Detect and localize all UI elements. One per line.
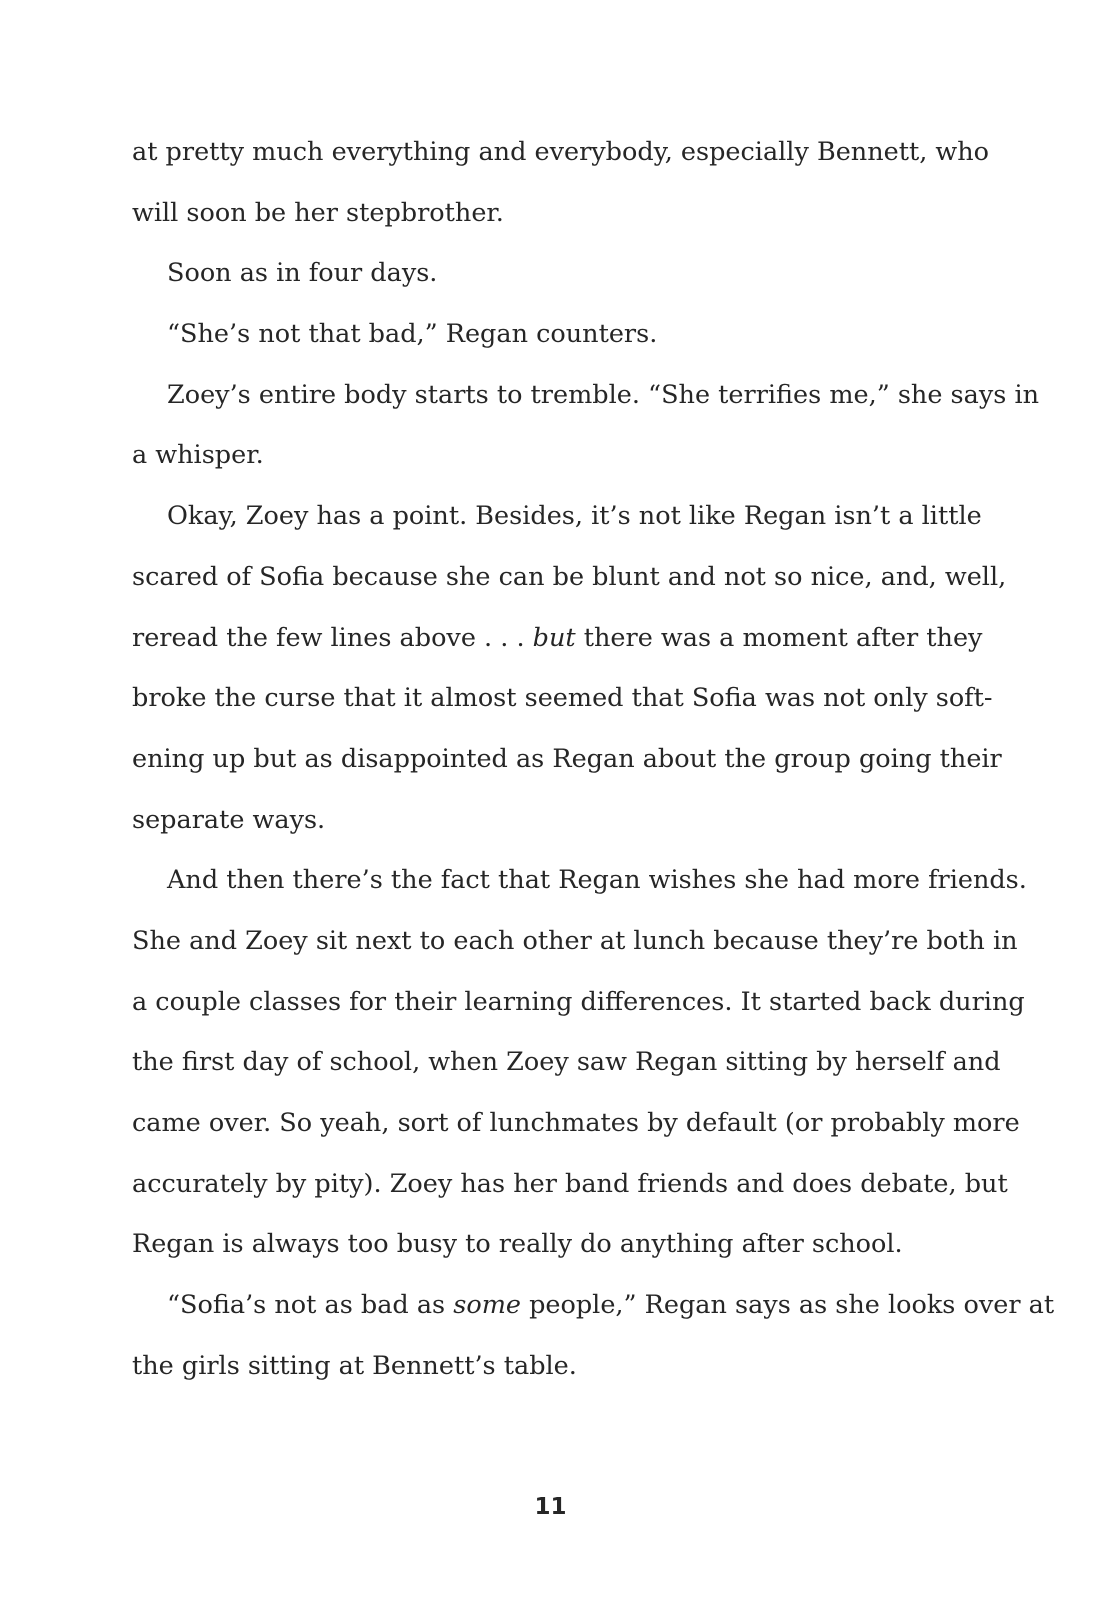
italic-emphasis: some — [453, 1290, 521, 1321]
text-line: Regan is always too busy to really do anything after school. — [132, 1229, 903, 1260]
text-line: came over. So yeah, sort of lunchmates by default (or probably more — [132, 1108, 1020, 1138]
text-line: Zoey’s entire body starts to tremble. “She terrifies me,” she says in — [167, 379, 1040, 410]
text-line: And then there’s the fact that Regan wishes she had more friends. — [167, 865, 1027, 896]
text-segment: people,” Regan says as she looks over at — [520, 1290, 1055, 1321]
text-line — [132, 608, 983, 669]
text-line: the first day of school, when Zoey saw Regan sitting by herself and — [132, 1047, 1001, 1078]
text-line: broke the curse that it almost seemed that Sofia was not only soft- — [132, 683, 993, 714]
text-segment: “Sofia’s not as bad as — [167, 1290, 454, 1321]
text-line: Soon as in four days. — [167, 258, 438, 289]
text-line: scared of Sofia because she can be blunt and not so nice, and, well, — [132, 561, 1007, 592]
text-line: She and Zoey sit next to each other at lunch because they’re both in — [132, 925, 1018, 956]
text-line: accurately by pity). Zoey has her band friends and does debate, but — [132, 1168, 1008, 1199]
text-line: “She’s not that bad,” Regan counters. — [167, 319, 658, 350]
text-line: a couple classes for their learning differences. It started back during — [132, 986, 1025, 1017]
text-line: a whisper. — [132, 440, 264, 471]
text-segment: reread the few lines above . . . — [132, 622, 533, 653]
text-line: will soon be her stepbrother. — [132, 197, 504, 228]
page-number: 11 — [534, 1494, 567, 1520]
italic-emphasis: but — [532, 622, 576, 653]
text-line: ening up but as disappointed as Regan about the group going their — [132, 743, 1002, 774]
body-text — [132, 122, 1055, 1396]
text-line: separate ways. — [132, 804, 326, 835]
text-line: at pretty much everything and everybody, especially Bennett, who — [132, 137, 990, 167]
text-line: Okay, Zoey has a point. Besides, it’s not like Regan isn’t a little — [167, 501, 982, 532]
text-line — [132, 1275, 1055, 1336]
text-line: the girls sitting at Bennett’s table. — [132, 1350, 577, 1381]
text-segment: there was a moment after they — [575, 622, 983, 653]
